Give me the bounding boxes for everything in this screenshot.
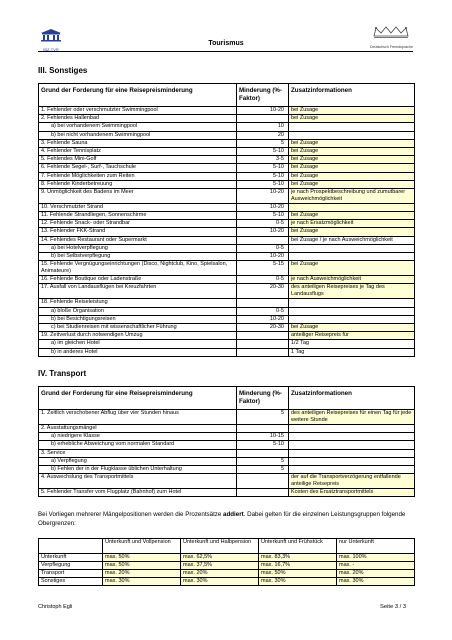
info-cell (289, 433, 415, 441)
limits-value-cell: max. 100% (337, 554, 415, 562)
limits-value-cell: max. 50% (103, 562, 181, 570)
limits-row (39, 570, 415, 578)
limits-header-cell: Unterkunft und Vollpension (103, 539, 181, 554)
reduction-cell (237, 474, 289, 489)
reason-cell: 17. Ausfall von Landausflügen bei Kreuzfahrten (39, 284, 237, 299)
table-row (39, 323, 415, 331)
limits-value-cell: max. 30% (181, 578, 259, 586)
table-row (39, 115, 415, 123)
column-header-grund: Grund der Forderung für eine Reisepreisminderung (39, 387, 237, 410)
reason-cell: b) Fehlen der in der Flugklasse üblichen Unterhaltung (39, 465, 237, 473)
reason-cell: 18. Fehlende Reiseleistung (39, 299, 237, 307)
info-cell: bei Zusage (289, 172, 415, 180)
reason-cell: b) bei nicht vorhandenem Swimmingpool (39, 131, 237, 139)
partner-logo-text: Deutschsch Fremdsprache (370, 45, 413, 49)
table-row (39, 489, 415, 497)
table-row (39, 332, 415, 340)
reason-cell: 13. Fehlender FKK-Strand (39, 228, 237, 236)
reduction-cell: 20-30 (237, 323, 289, 331)
table-row (39, 228, 415, 236)
reduction-cell: 0-5 (237, 220, 289, 228)
reason-cell: b) bei Selbstverpflegung (39, 253, 237, 261)
limits-value-cell: max. - (337, 562, 415, 570)
reason-cell: 11. Fehlende Strandliegen, Sonnenschirme (39, 212, 237, 220)
info-cell (289, 244, 415, 252)
reason-cell: 1. Fehlender oder verschmutzter Swimmingpool (39, 107, 237, 115)
reduction-cell: 5-10 (237, 164, 289, 172)
table-row (39, 340, 415, 348)
info-cell: bei Zusage (289, 107, 415, 115)
limits-value-cell: max. 30% (337, 578, 415, 586)
info-cell: bei Zusage (289, 323, 415, 331)
table-row (39, 188, 415, 203)
reason-cell: a) bei vorhandenem Swimmingpool (39, 123, 237, 131)
reduction-cell (237, 489, 289, 497)
reduction-cell (237, 299, 289, 307)
table-row (39, 449, 415, 457)
info-cell (289, 457, 415, 465)
table-row (39, 276, 415, 284)
reason-cell: 5. Fehlender Transfer vom Flugplatz (Bahnhof) zum Hotel (39, 489, 237, 497)
info-cell: des anteiligen Reisepreises je Tag des Landausflugs (289, 284, 415, 299)
table-row (39, 244, 415, 252)
reason-cell: 14. Fehlendes Restaurant oder Supermarkt (39, 236, 237, 244)
limits-value-cell: max. 30% (259, 578, 337, 586)
footer-page-number: Seite 3 / 3 (380, 604, 407, 610)
info-cell: je nach Ersatzmöglichkeit (289, 220, 415, 228)
info-cell (289, 425, 415, 433)
school-logo-text: IBZ-TVR (43, 47, 59, 52)
reduction-cell (237, 236, 289, 244)
reason-cell: 4. Fehlender Tennisplatz (39, 147, 237, 155)
info-cell: bei Zusage (289, 164, 415, 172)
table-row (39, 212, 415, 220)
info-cell: anteiliger Reisepreis für (289, 332, 415, 340)
reason-cell: 8. Fehlende Kinderbetreuung (39, 180, 237, 188)
limits-group-cell: Unterkunft (39, 554, 103, 562)
reason-cell: 15. Fehlende Vergnügungseinrichtungen (Disco, Nightclub, Kino, Spielsalon, Animateure) (39, 261, 237, 276)
limits-header-cell: nur Unterkunft (337, 539, 415, 554)
footer-author: Christoph Egli (38, 604, 73, 610)
limits-row (39, 554, 415, 562)
info-cell (289, 441, 415, 449)
reason-cell: 6. Fehlende Segel-, Surf-, Tauchschule (39, 164, 237, 172)
info-cell: bei Zusage (289, 212, 415, 220)
limits-header-row (39, 539, 415, 554)
reason-cell: b) erhebliche Abweichung vom normalen Standard (39, 441, 237, 449)
table-row (39, 156, 415, 164)
reason-cell: a) bloße Organisation (39, 307, 237, 315)
table-row (39, 180, 415, 188)
limits-paragraph (38, 511, 414, 528)
table-row (39, 131, 415, 139)
reduction-cell: 5 (237, 410, 289, 425)
table-header-row (39, 84, 415, 107)
column-header-minderung: Minderung (%-Faktor) (237, 387, 289, 410)
partner-logo (370, 25, 412, 47)
info-cell: bei Zusage (289, 156, 415, 164)
reason-cell: 7. Fehlende Möglichkeiten zum Reiten (39, 172, 237, 180)
table-header-row (39, 387, 415, 410)
reduction-cell: 10-20 (237, 107, 289, 115)
info-cell: bei Zusage (289, 228, 415, 236)
reason-cell: 4. Auswechslung des Transportmittels (39, 474, 237, 489)
paragraph-text-end: . Dabei gelten für die einzelnen Leistungsgruppen folgende Obergrenzen: (38, 511, 406, 527)
limits-group-cell: Sonstiges (39, 578, 103, 586)
table-row (39, 220, 415, 228)
sonstiges-table (38, 83, 415, 357)
limits-value-cell: max. 20% (181, 570, 259, 578)
reason-cell: 16. Fehlende Boutique oder Ladenstraße (39, 276, 237, 284)
info-cell: des anteiligen Reisepreises für einen Tag für jede weitere Stunde (289, 410, 415, 425)
reduction-cell: 20-30 (237, 284, 289, 299)
reduction-cell: 5 (237, 457, 289, 465)
table-row (39, 299, 415, 307)
reduction-cell (237, 425, 289, 433)
reduction-cell: 10-20 (237, 188, 289, 203)
reduction-cell: 10-15 (237, 433, 289, 441)
limits-header-cell: Unterkunft und Frühstück (259, 539, 337, 554)
crown-emblem-icon (370, 25, 412, 39)
table-row (39, 474, 415, 489)
table-row (39, 457, 415, 465)
column-header-zusatz: Zusatzinformationen (289, 84, 415, 107)
table-row (39, 307, 415, 315)
reason-cell: 19. Zeitverlust durch notwendigen Umzug (39, 332, 237, 340)
reduction-cell: 10-20 (237, 203, 289, 211)
table-row (39, 253, 415, 261)
limits-value-cell: max. 30% (103, 578, 181, 586)
limits-value-cell: max. 83,3% (259, 554, 337, 562)
limits-header-cell (39, 539, 103, 554)
info-cell: bei Zusage (289, 139, 415, 147)
limits-value-cell: max. 50% (259, 570, 337, 578)
reduction-cell: 0-5 (237, 244, 289, 252)
table-row (39, 348, 415, 356)
reason-cell: 10. Verschmutzter Strand (39, 203, 237, 211)
info-cell: je nach Prospektbeschreibung und zumutbarer Ausweichmöglichkeit (289, 188, 415, 203)
info-cell: bei Zusage / je nach Ausweichmöglichkeit (289, 236, 415, 244)
reason-cell: c) bei Studienreisen mit wissenschaftlicher Führung (39, 323, 237, 331)
limits-row (39, 578, 415, 586)
info-cell: 1/2 Tag (289, 340, 415, 348)
reason-cell: 3. Fehlende Sauna (39, 139, 237, 147)
info-cell (289, 299, 415, 307)
table-row (39, 315, 415, 323)
header-rule (38, 51, 413, 52)
info-cell (289, 253, 415, 261)
section-heading-sonstiges: III. Sonstiges (38, 66, 88, 75)
info-cell: bei Zusage (289, 261, 415, 276)
reduction-cell: 3-5 (237, 156, 289, 164)
reduction-cell: 5-10 (237, 147, 289, 155)
reason-cell: b) bei Besichtigungsreisen (39, 315, 237, 323)
info-cell: bei Zusage (289, 180, 415, 188)
table-row (39, 203, 415, 211)
table-row (39, 147, 415, 155)
table-row (39, 172, 415, 180)
reduction-cell: 10 (237, 123, 289, 131)
info-cell: je nach Ausweichmöglichkeit (289, 276, 415, 284)
info-cell: Kosten des Ersatztransportmittels (289, 489, 415, 497)
info-cell (289, 315, 415, 323)
reduction-cell (237, 332, 289, 340)
limits-value-cell: max. 16,7% (259, 562, 337, 570)
reduction-cell: 5-10 (237, 441, 289, 449)
info-cell (289, 131, 415, 139)
reduction-cell: 0-5 (237, 276, 289, 284)
limits-value-cell: max. 50% (103, 554, 181, 562)
info-cell (289, 449, 415, 457)
paragraph-text-start: Bei Vorliegen mehrerer Mängelpositionen werden die Prozentsätze (38, 511, 224, 518)
reduction-cell (237, 340, 289, 348)
upper-limits-table (38, 538, 415, 586)
info-cell (289, 307, 415, 315)
info-cell (289, 123, 415, 131)
reason-cell: b) in anderes Hotel (39, 348, 237, 356)
reduction-cell (237, 348, 289, 356)
column-header-minderung: Minderung (%-Faktor) (237, 84, 289, 107)
reason-cell: a) Verpflegung (39, 457, 237, 465)
reason-cell: a) niedrigere Klasse (39, 433, 237, 441)
reduction-cell (237, 449, 289, 457)
reason-cell: 2. Ausstattungsmängel (39, 425, 237, 433)
reduction-cell: 5-10 (237, 212, 289, 220)
reduction-cell (237, 115, 289, 123)
reduction-cell: 5 (237, 139, 289, 147)
info-cell (289, 203, 415, 211)
reason-cell: 5. Fehlendes Mini-Golf (39, 156, 237, 164)
reason-cell: 9. Unmöglichkeit des Badens im Meer (39, 188, 237, 203)
paragraph-emphasis: addiert (223, 511, 244, 518)
limits-value-cell: max. 20% (337, 570, 415, 578)
limits-value-cell: max. 62,5% (181, 554, 259, 562)
column-header-zusatz: Zusatzinformationen (289, 387, 415, 410)
info-cell: 1 Tag (289, 348, 415, 356)
reason-cell: a) im gleichen Hotel (39, 340, 237, 348)
table-row (39, 284, 415, 299)
reduction-cell: 5-15 (237, 261, 289, 276)
section-heading-transport: IV. Transport (38, 369, 87, 378)
reduction-cell: 5-10 (237, 180, 289, 188)
table-row (39, 410, 415, 425)
info-cell (289, 465, 415, 473)
info-cell: bei Zusage (289, 147, 415, 155)
table-row (39, 425, 415, 433)
table-row (39, 441, 415, 449)
table-row (39, 433, 415, 441)
info-cell: der auf die Transportverzögerung entfallende anteilige Reisepreis (289, 474, 415, 489)
table-row (39, 123, 415, 131)
page-title: Tourismus (208, 40, 244, 47)
limits-value-cell: max. 37,5% (181, 562, 259, 570)
reason-cell: a) bei Hotelverpflegung (39, 244, 237, 252)
reduction-cell: 10-20 (237, 253, 289, 261)
limits-group-cell: Verpflegung (39, 562, 103, 570)
reduction-cell: 5 (237, 465, 289, 473)
reduction-cell: 10-20 (237, 228, 289, 236)
limits-value-cell: max. 20% (103, 570, 181, 578)
table-row (39, 236, 415, 244)
table-row (39, 107, 415, 115)
reason-cell: 2. Fehlendes Hallenbad (39, 115, 237, 123)
limits-group-cell: Transport (39, 570, 103, 578)
table-row (39, 261, 415, 276)
reason-cell: 3. Service (39, 449, 237, 457)
column-header-grund: Grund der Forderung für eine Reisepreisminderung (39, 84, 237, 107)
reduction-cell: 10-20 (237, 315, 289, 323)
limits-row (39, 562, 415, 570)
reduction-cell: 20 (237, 131, 289, 139)
table-row (39, 164, 415, 172)
reason-cell: 1. Zeitlich verschobener Abflug über vier Stunden hinaus (39, 410, 237, 425)
info-cell: bei Zusage (289, 115, 415, 123)
reason-cell: 12. Fehlende Snack- oder Strandbar (39, 220, 237, 228)
table-row (39, 139, 415, 147)
table-row (39, 465, 415, 473)
limits-header-cell: Unterkunft und Halbpension (181, 539, 259, 554)
reduction-cell: 0-5 (237, 307, 289, 315)
transport-table (38, 386, 415, 497)
reduction-cell: 5-10 (237, 172, 289, 180)
